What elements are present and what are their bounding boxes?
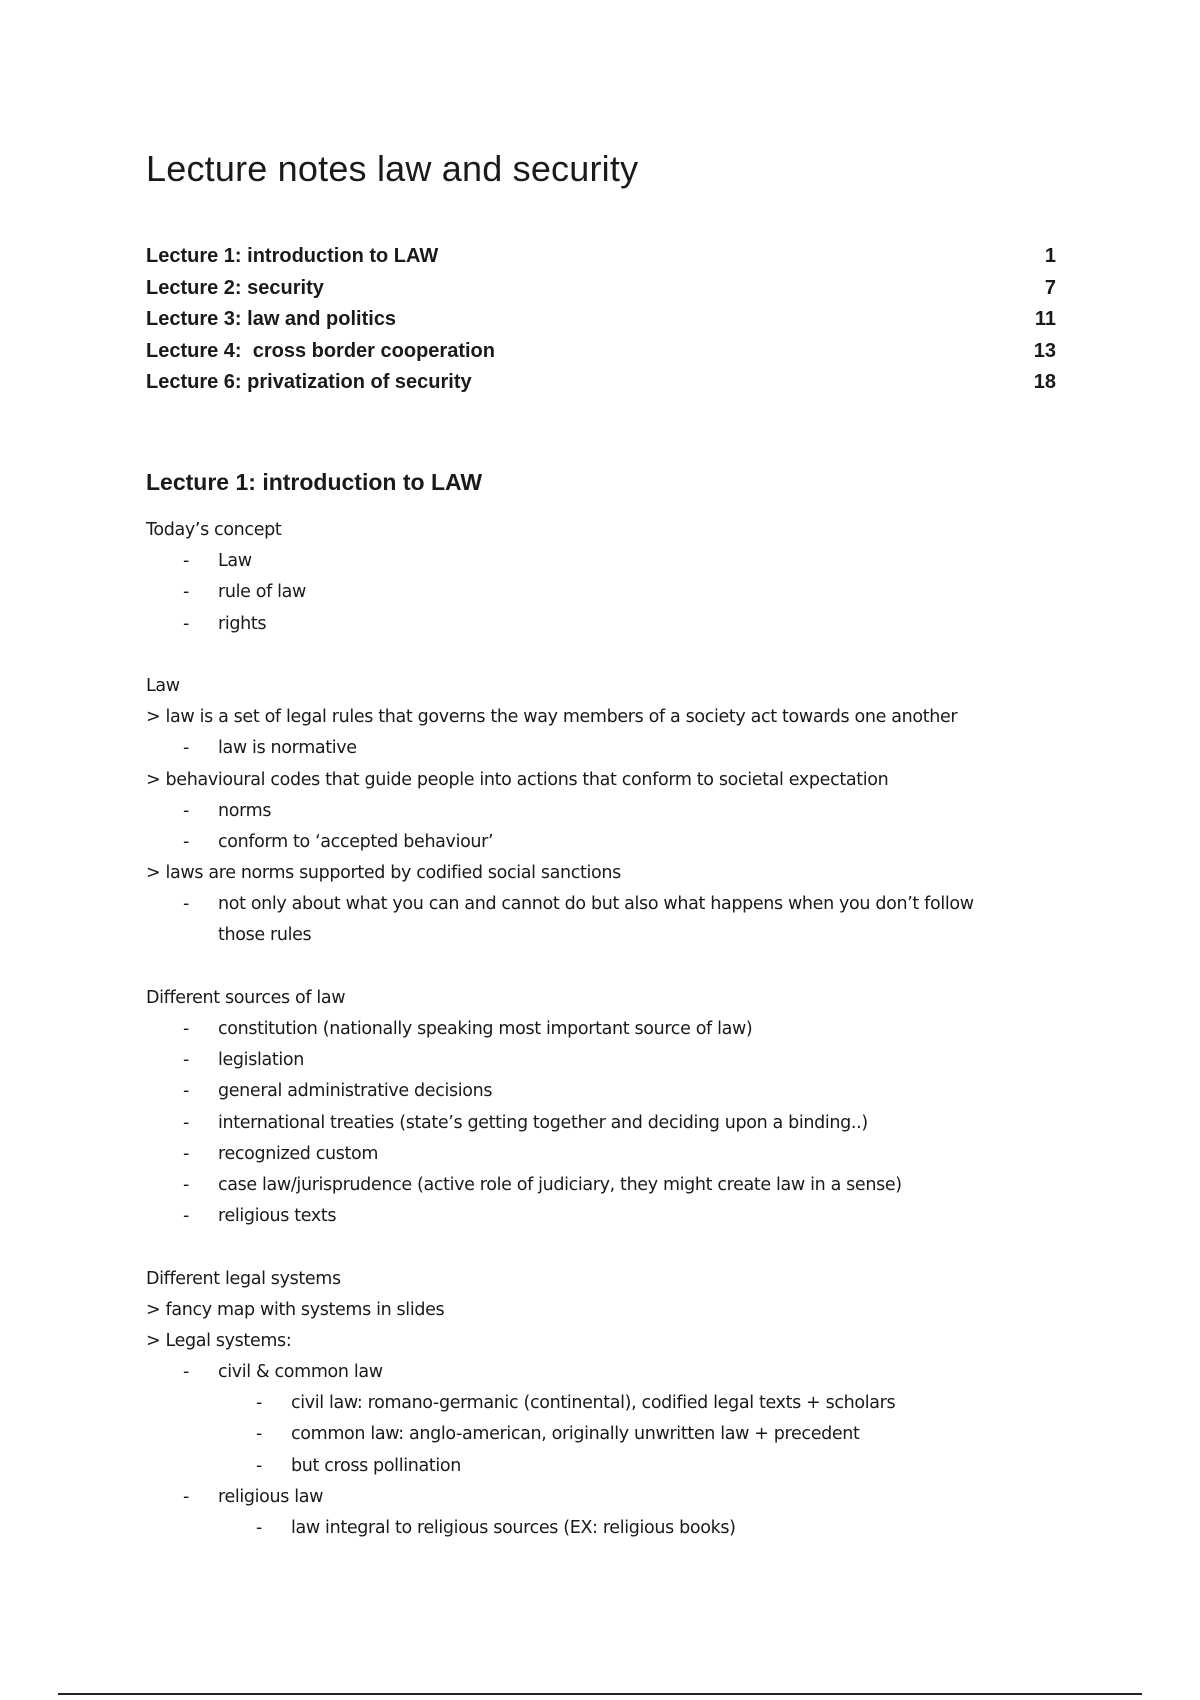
law-paragraph: > behavioural codes that guide people into actions that conform to societal expectation xyxy=(146,769,889,790)
source-item: - international treaties (state’s getting together and deciding upon a binding..) xyxy=(146,1108,1066,1139)
law-bullet: - conform to ‘accepted behaviour’ xyxy=(146,827,1066,858)
footer-divider xyxy=(58,1693,1142,1695)
sources-heading: Different sources of law xyxy=(146,987,346,1008)
toc-entry-page: 11 xyxy=(1034,308,1056,331)
toc-entry-label: Lecture 4: cross border cooperation xyxy=(146,339,495,362)
toc-entry-page: 1 xyxy=(1044,245,1056,267)
toc-entry[interactable] xyxy=(146,304,1056,336)
source-item: - recognized custom xyxy=(146,1139,1066,1170)
toc-entry[interactable] xyxy=(146,241,1056,273)
section-body xyxy=(146,515,1066,1544)
concept-item: - Law xyxy=(146,546,1066,577)
spacer xyxy=(146,640,1066,671)
toc-entry-page: 13 xyxy=(1033,339,1056,362)
source-item: - religious texts xyxy=(146,1201,1066,1232)
law-paragraph: > laws are norms supported by codified social sanctions xyxy=(146,863,621,884)
concept-intro: Today’s concept xyxy=(146,520,282,540)
source-item: - legislation xyxy=(146,1045,1066,1076)
source-item: - case law/jurisprudence (active role of judiciary, they might create law in a sense) xyxy=(146,1170,1066,1201)
source-item: - constitution (nationally speaking most important source of law) xyxy=(146,1014,1066,1045)
toc-entry-label: Lecture 6: privatization of security xyxy=(146,371,472,394)
concept-item: - rights xyxy=(146,609,1066,640)
toc-entry[interactable] xyxy=(146,273,1056,305)
law-bullet: - norms xyxy=(146,796,1066,827)
law-bullet-continuation: those rules xyxy=(218,925,312,946)
law-bullet: - not only about what you can and cannot do but also what happens when you don’t follow xyxy=(146,889,1066,920)
table-of-contents xyxy=(146,241,1056,399)
toc-entry[interactable] xyxy=(146,367,1056,399)
toc-entry-label: Lecture 2: security xyxy=(146,276,324,299)
source-item: - general administrative decisions xyxy=(146,1076,1066,1107)
toc-entry-label: Lecture 3: law and politics xyxy=(146,308,397,331)
system-subitem: - civil law: romano-germanic (continental), codified legal texts + scholars xyxy=(146,1388,1066,1419)
toc-entry[interactable] xyxy=(146,336,1056,368)
systems-heading: Different legal systems xyxy=(146,1268,341,1289)
system-subitem: - law integral to religious sources (EX: religious books) xyxy=(146,1513,1066,1544)
law-bullet: - law is normative xyxy=(146,733,1066,764)
systems-paragraph: > Legal systems: xyxy=(146,1330,292,1351)
systems-paragraph: > fancy map with systems in slides xyxy=(146,1299,445,1320)
system-item: - civil & common law xyxy=(146,1357,1066,1388)
document-title: Lecture notes law and security xyxy=(146,148,639,189)
system-item: - religious law xyxy=(146,1482,1066,1513)
toc-entry-page: 18 xyxy=(1033,371,1056,394)
law-heading: Law xyxy=(146,675,180,696)
system-subitem: - common law: anglo-american, originally unwritten law + precedent xyxy=(146,1419,1066,1450)
law-paragraph: > law is a set of legal rules that governs the way members of a society act towards one another xyxy=(146,707,958,728)
concept-item: - rule of law xyxy=(146,577,1066,608)
section-heading: Lecture 1: introduction to LAW xyxy=(146,469,483,495)
system-subitem: - but cross pollination xyxy=(146,1451,1066,1482)
toc-entry-label: Lecture 1: introduction to LAW xyxy=(146,245,439,267)
spacer xyxy=(146,952,1066,983)
toc-entry-page: 7 xyxy=(1044,276,1056,299)
spacer xyxy=(146,1232,1066,1263)
